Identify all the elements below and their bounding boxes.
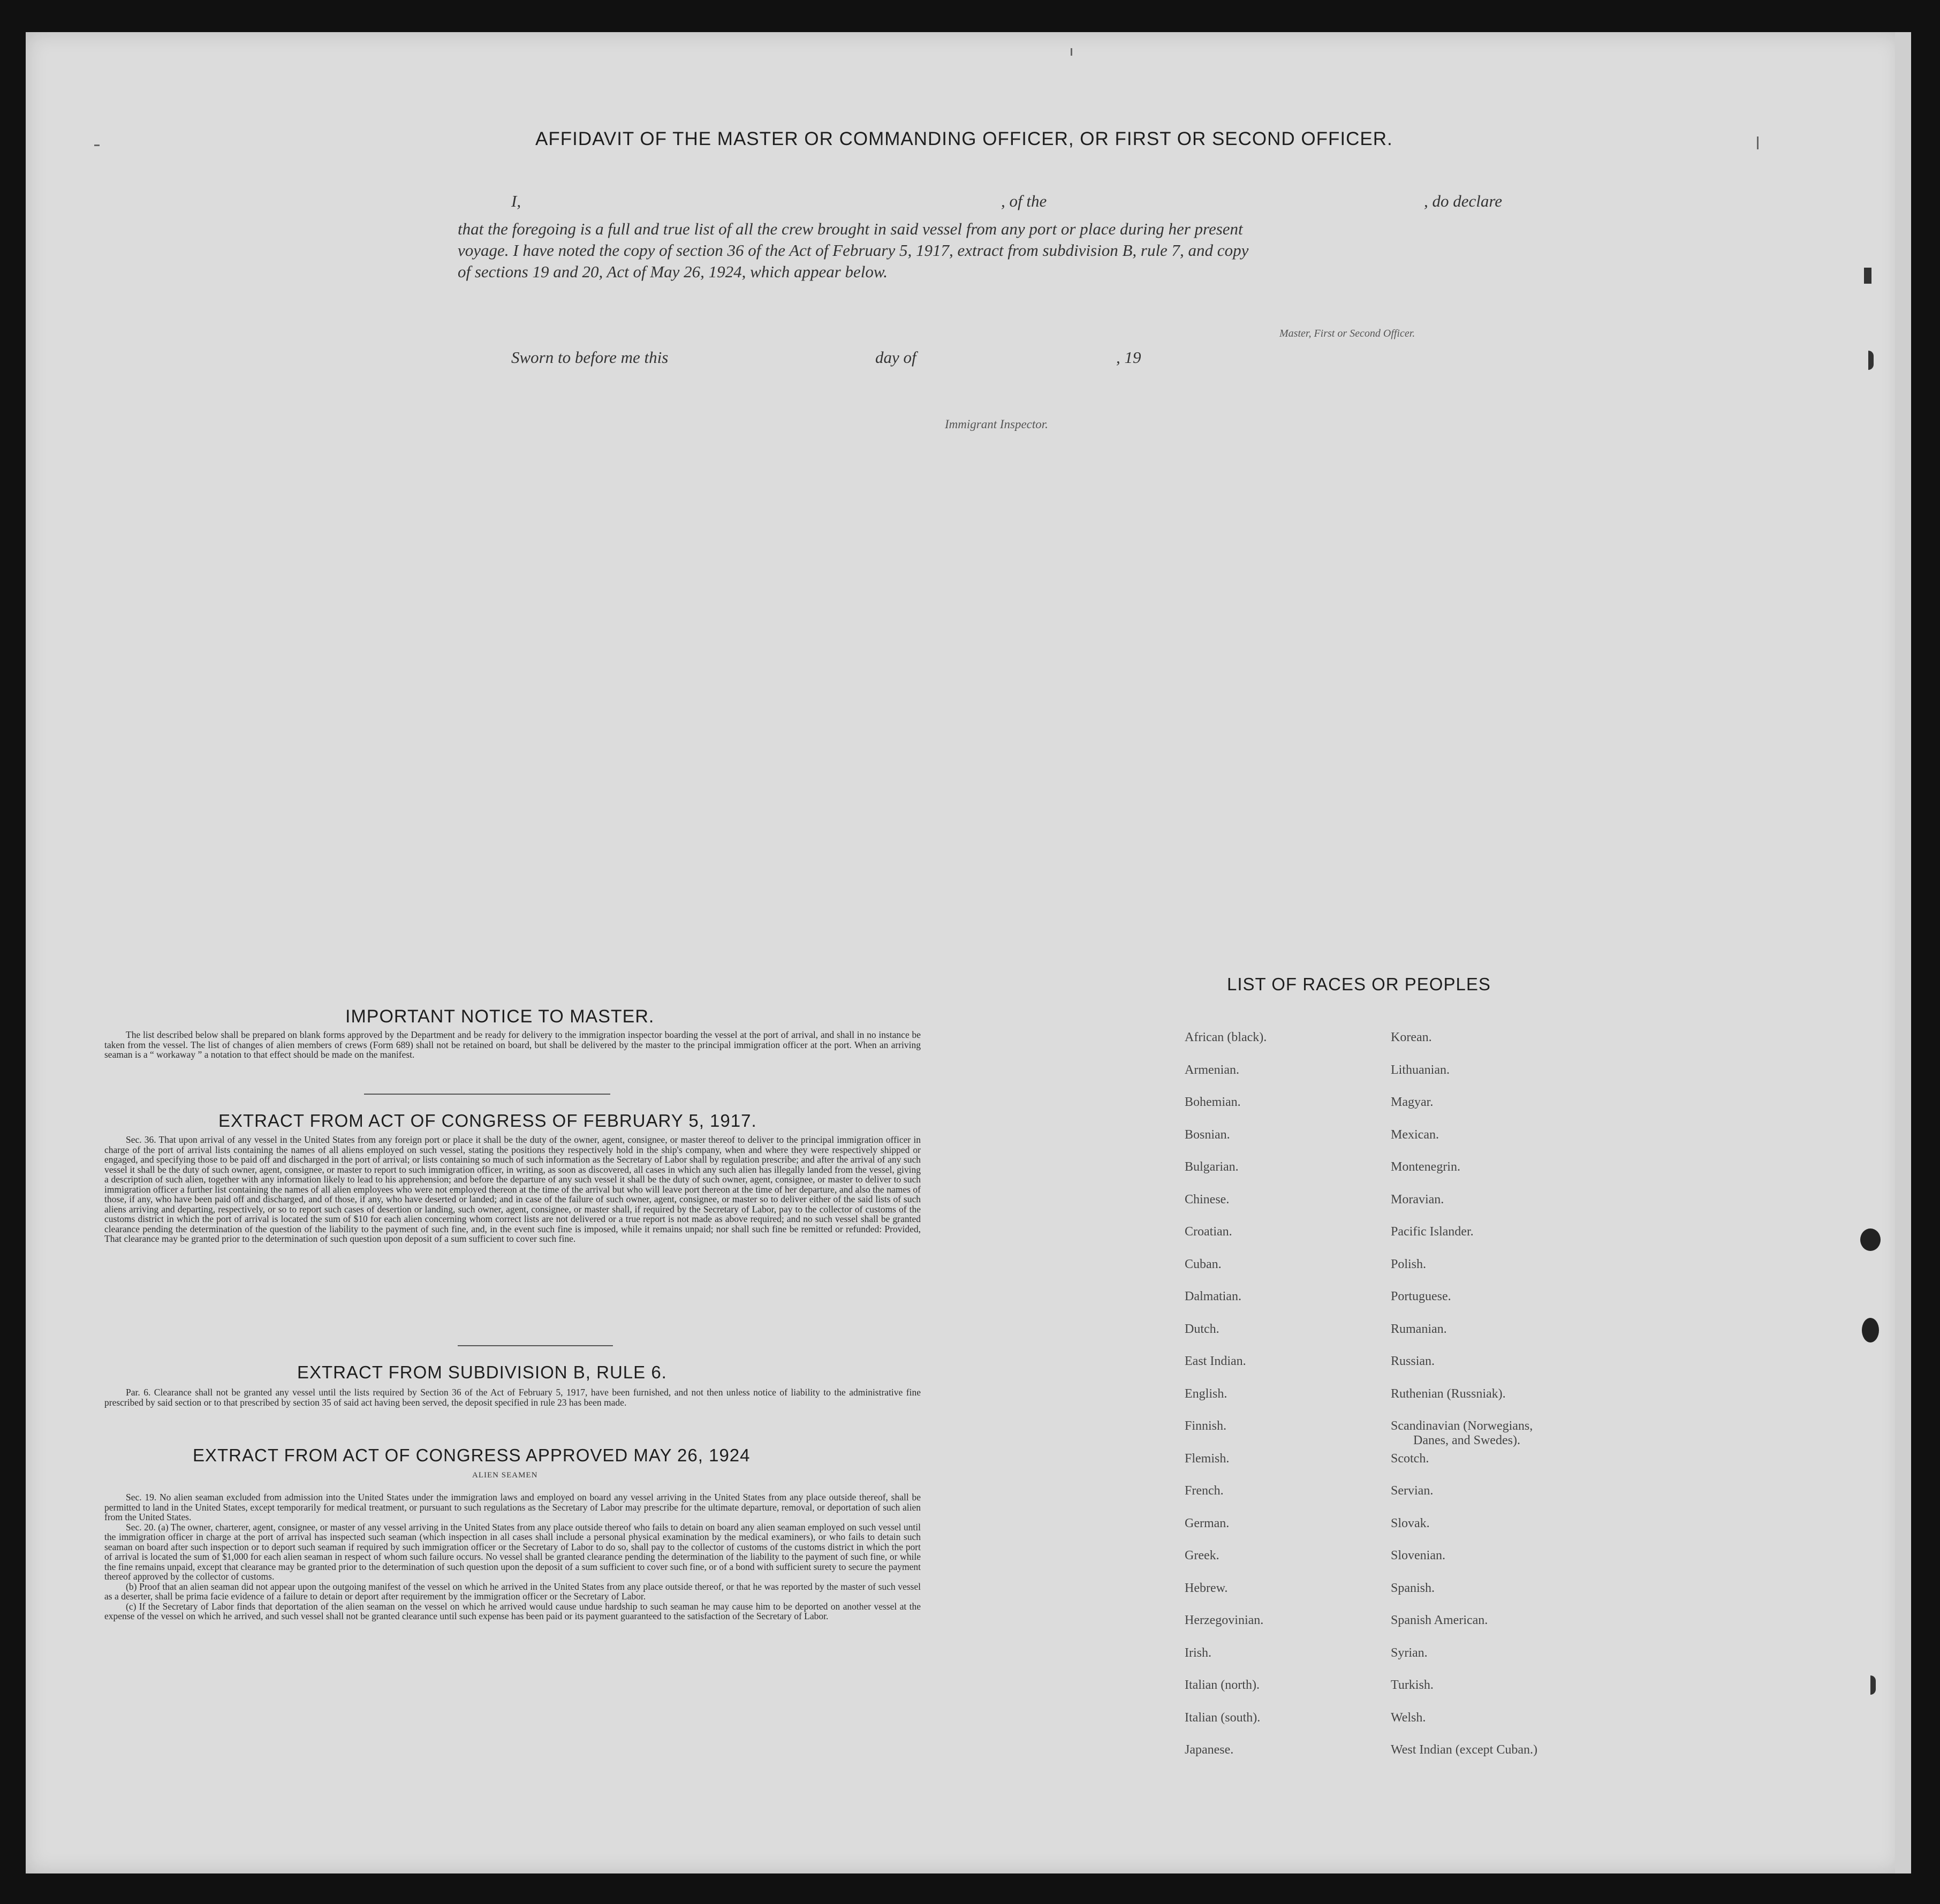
race-item: Dutch. <box>1185 1322 1219 1336</box>
race-item: Lithuanian. <box>1391 1063 1450 1077</box>
race-item: Armenian. <box>1185 1063 1239 1077</box>
section-20b: (b) Proof that an alien seaman did not appear upon the outgoing manifest of the vessel on which he arrived in the United States from any place outside thereof, or that he was reported by the master of such vessel as a deserter, shall be prima facie evidence of a failure to detain or deport after requirement by the immigration officer or the Secretary of Labor. <box>104 1581 921 1602</box>
race-item: Scotch. <box>1391 1451 1429 1466</box>
scan-speck <box>94 145 100 146</box>
affidavit-do-declare: , do declare <box>1424 192 1503 210</box>
race-item: Slovak. <box>1391 1516 1430 1530</box>
race-item: Hebrew. <box>1185 1581 1228 1595</box>
race-item: Moravian. <box>1391 1192 1444 1207</box>
race-item: Ruthenian (Russniak). <box>1391 1386 1506 1401</box>
race-item: Japanese. <box>1185 1743 1234 1757</box>
race-item: Chinese. <box>1185 1192 1230 1207</box>
race-continuation: Danes, and Swedes). <box>1413 1433 1520 1447</box>
race-item: Polish. <box>1391 1257 1427 1271</box>
race-item: Syrian. <box>1391 1645 1428 1660</box>
affidavit-line-3: voyage. I have noted the copy of section 36 of the Act of February 5, 1917, extract from subdivision B, rule 7, and copy <box>458 241 1249 260</box>
master-signature-label: Master, First or Second Officer. <box>1279 328 1415 339</box>
race-item: Scandinavian (Norwegians, <box>1391 1419 1533 1433</box>
race-item: Turkish. <box>1391 1678 1434 1692</box>
race-item: Bulgarian. <box>1185 1160 1239 1174</box>
affidavit-line-4: of sections 19 and 20, Act of May 26, 1924, which appear below. <box>458 262 888 281</box>
punch-hole <box>1862 1318 1879 1342</box>
divider <box>364 1094 610 1095</box>
affidavit-line-2: that the foregoing is a full and true list of all the crew brought in said vessel from any port or place during her present <box>458 219 1243 238</box>
race-item: Irish. <box>1185 1645 1211 1660</box>
race-item: Korean. <box>1391 1030 1432 1044</box>
race-item: German. <box>1185 1516 1230 1530</box>
extract-1917-title: EXTRACT FROM ACT OF CONGRESS OF FEBRUARY 5, 1917. <box>218 1111 757 1131</box>
race-item: Bosnian. <box>1185 1127 1230 1142</box>
extract-1917-text: Sec. 36. That upon arrival of any vessel in the United States from any foreign port or place it shall be the duty of the owner, agent, consignee, or master thereof to deliver to the principal immigration officer in charge of the port of arrival lists containing the names of all aliens employed on such vessel, stating the positions they respectively hold in the ship's company, when and where they were respectively shipped or engaged, and specifying those to be paid off and discharged in the port of arrival; or lists containing so much of such information as the Secretary of Labor shall by regulation prescribe; and after the arrival of any such vessel it shall be the duty of such owner, agent, consignee, or master to report to such immigration officer, in writing, as soon as discovered, all cases in which any such alien has illegally landed from the vessel, giving a description of such alien, together with any information likely to lead to his apprehension; and before the departure of any such vessel it shall be the duty of such owner, agent, consignee, or master to deliver to such immigration officer a further list containing the names of all alien employees who were not employed thereon at the time of the arrival but who will leave port thereon at the time of her departure, and also the names of those, if any, who have been paid off and discharged, and of those, if any, who have deserted or landed; and in case of the failure of such owner, agent, consignee, or master so to deliver either of the said lists of such aliens arriving and departing, respectively, or so to report such cases of desertion or landing, such owner, agent, consignee, or master shall, if required by the Secretary of Labor, pay to the collector of customs of the customs district in which the port of arrival is located the sum of $10 for each alien concerning whom correct lists are not delivered or a true report is not made as above required; and no such vessel shall be granted clearance pending the determination of the question of the liability to the payment of such fine, and, in the event such fine is imposed, while it remains unpaid; nor shall such fine be remitted or refunded: Provided, That clearance may be granted prior to the determination of such question upon deposit of a sum sufficient to cover such fine. <box>104 1134 921 1244</box>
subdivision-b-title: EXTRACT FROM SUBDIVISION B, RULE 6. <box>297 1362 667 1382</box>
year-label: , 19 <box>1116 348 1141 367</box>
section-19: Sec. 19. No alien seaman excluded from admission into the United States under the immigration laws and employed on board any vessel arriving in the United States from any place outside thereof, shall be permitted to land in the United States, except temporarily for medical treatment, or pursuant to such regulations as the Secretary of Labor may prescribe for the ultimate departure, removal, or deportation of such alien from the United States. <box>104 1492 921 1522</box>
edge-mark <box>1868 351 1874 370</box>
race-item: Russian. <box>1391 1354 1435 1368</box>
scan-speck <box>1071 48 1072 56</box>
races-title: LIST OF RACES OR PEOPLES <box>1227 974 1491 994</box>
race-item: Portuguese. <box>1391 1289 1451 1303</box>
race-item: Mexican. <box>1391 1127 1439 1142</box>
alien-seamen-subtitle: ALIEN SEAMEN <box>472 1471 538 1480</box>
race-item: Herzegovinian. <box>1185 1613 1264 1627</box>
race-item: Magyar. <box>1391 1095 1434 1109</box>
race-item: East Indian. <box>1185 1354 1246 1368</box>
race-item: Spanish. <box>1391 1581 1435 1595</box>
race-item: Italian (south). <box>1185 1710 1261 1725</box>
race-item: Welsh. <box>1391 1710 1426 1725</box>
immigrant-inspector-label: Immigrant Inspector. <box>945 418 1048 431</box>
race-item: Rumanian. <box>1391 1322 1447 1336</box>
race-item: Croatian. <box>1185 1225 1232 1239</box>
punch-hole <box>1860 1228 1881 1251</box>
section-20a: Sec. 20. (a) The owner, charterer, agent, consignee, or master of any vessel arriving in the United States from any place outside thereof who fails to detain on board any alien seaman employed on such vessel until the immigration officer in charge at the port of arrival has inspected such seaman (which inspection in all cases shall include a personal physical examination by the medical examiners), or who fails to detain such seaman on board after such inspection or to deport such seaman if required by such immigration officer or the Secretary of Labor to do so, shall pay to the collector of customs of the customs district in which the port of arrival is located the sum of $1,000 for each alien seaman in respect of whom such failure occurs. No vessel shall be granted clearance pending the determination of the liability to the payment of such fine, or while the fine remains unpaid, except that clearance may be granted prior to the determination of such question upon the deposit of a sum sufficient to cover such fine, or of a bond with sufficient surety to secure the payment thereof approved by the collector of customs. <box>104 1521 921 1582</box>
race-item: Italian (north). <box>1185 1678 1260 1692</box>
edge-mark <box>1864 268 1871 284</box>
day-of-label: day of <box>875 348 916 367</box>
affidavit-of-the: , of the <box>1001 192 1047 210</box>
affidavit-i: I, <box>511 192 521 210</box>
section-20c: (c) If the Secretary of Labor finds that deportation of the alien seaman on the vessel on which he arrived would cause undue hardship to such seaman he may cause him to be deported on another vessel at the expense of the vessel on which he arrived, and such vessel shall not be granted clearance until such expense has been paid or its payment guaranteed to the satisfaction of the Secretary of Labor. <box>104 1600 921 1621</box>
subdivision-b-text: Par. 6. Clearance shall not be granted any vessel until the lists required by Section 36 of the Act of February 5, 1917, have been furnished, and not then unless notice of liability to the administrative fine prescribed by said section or to that prescribed by section 35 of said act having been served, the deposit specified in rule 23 has been made. <box>104 1387 921 1408</box>
extract-1924-title: EXTRACT FROM ACT OF CONGRESS APPROVED MAY 26, 1924 <box>193 1445 751 1465</box>
race-item: Dalmatian. <box>1185 1289 1241 1303</box>
race-item: African (black). <box>1185 1030 1267 1044</box>
sheet-edge <box>1895 32 1911 1873</box>
sworn-label: Sworn to before me this <box>511 348 669 367</box>
notice-title: IMPORTANT NOTICE TO MASTER. <box>345 1006 655 1027</box>
extract-1924-text <box>104 1492 921 1621</box>
race-item: Slovenian. <box>1391 1549 1445 1562</box>
race-item: Montenegrin. <box>1391 1160 1460 1174</box>
race-item: Flemish. <box>1185 1451 1230 1466</box>
race-item: Pacific Islander. <box>1391 1225 1474 1239</box>
race-item: Finnish. <box>1185 1419 1227 1433</box>
race-item: Servian. <box>1391 1484 1434 1498</box>
affidavit-title: AFFIDAVIT OF THE MASTER OR COMMANDING OFFICER, OR FIRST OR SECOND OFFICER. <box>535 128 1393 149</box>
race-item: Greek. <box>1185 1549 1219 1562</box>
divider <box>458 1345 613 1346</box>
scan-speck <box>1757 136 1759 149</box>
race-item: Cuban. <box>1185 1257 1222 1271</box>
notice-text: The list described below shall be prepared on blank forms approved by the Department and be ready for delivery to the immigration inspector boarding the vessel at the port of arrival, and shall in no instance be taken from the vessel. The list of changes of alien members of crews (Form 689) shall not be retained on board, but shall be delivered by the master to the principal immigration officer at the port. When an arriving seaman is a “ workaway ” a notation to that effect should be made on the manifest. <box>104 1029 921 1060</box>
edge-mark <box>1870 1675 1876 1695</box>
race-item: French. <box>1185 1484 1224 1498</box>
race-item: West Indian (except Cuban.) <box>1391 1743 1537 1757</box>
race-item: Spanish American. <box>1391 1613 1488 1627</box>
race-item: English. <box>1185 1386 1227 1401</box>
race-item: Bohemian. <box>1185 1095 1241 1109</box>
